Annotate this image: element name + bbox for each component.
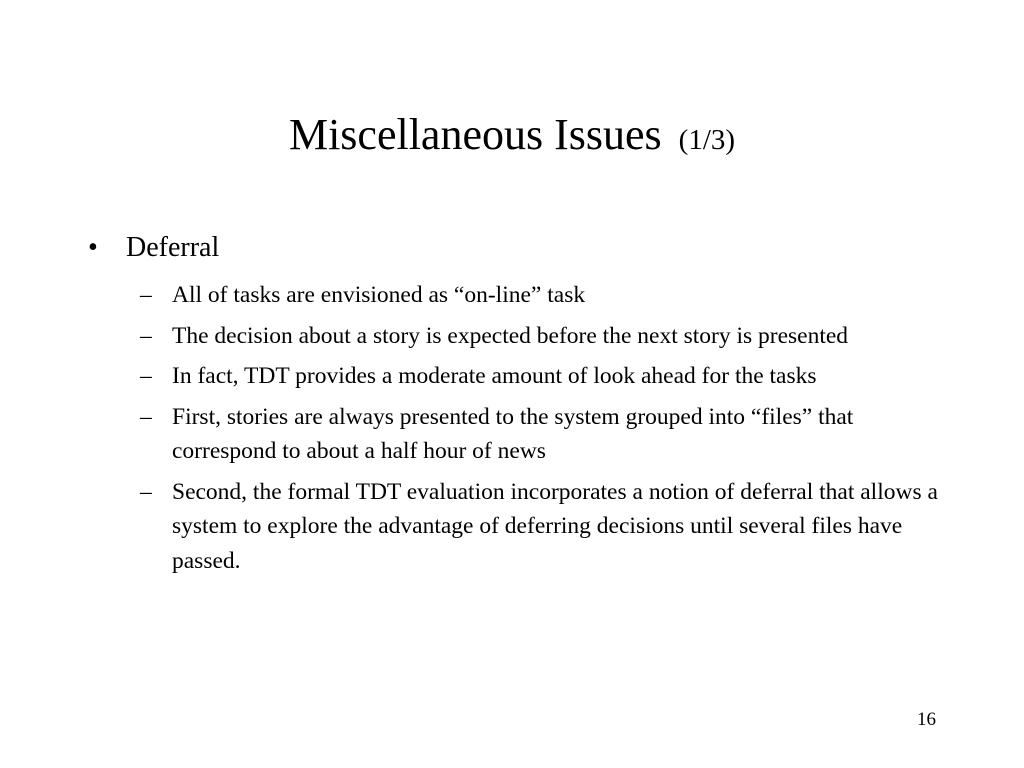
sub-bullet-item xyxy=(140,278,942,313)
sub-bullet-text: Second, the formal TDT evaluation incorporates a notion of deferral that allows a system to explore the advantage of deferring decisions until several files have passed. xyxy=(172,478,938,574)
page-number: 16 xyxy=(917,709,936,730)
sub-bullet-list xyxy=(140,278,960,584)
dash-marker: – xyxy=(140,478,152,505)
dash-marker: – xyxy=(140,363,152,389)
bullet-deferral xyxy=(88,230,219,266)
sub-bullet-text: First, stories are always presented to the system grouped into “files” that correspond to about a half hour of news xyxy=(172,403,854,464)
slide-title-suffix: (1/3) xyxy=(678,124,736,156)
dash-marker: – xyxy=(140,403,152,430)
sub-bullet-item xyxy=(140,400,942,469)
slide-title-text: Miscellaneous Issues xyxy=(288,110,662,159)
bullet-marker: • xyxy=(88,232,98,263)
slide-title xyxy=(0,110,1024,165)
bullet-text: Deferral xyxy=(126,232,220,263)
sub-bullet-text: All of tasks are envisioned as “on-line” task xyxy=(172,282,586,308)
sub-bullet-text: The decision about a story is expected before the next story is presented xyxy=(172,322,849,349)
sub-bullet-item xyxy=(140,359,942,394)
dash-marker: – xyxy=(140,322,152,349)
dash-marker: – xyxy=(140,282,152,308)
sub-bullet-item xyxy=(140,319,942,354)
sub-bullet-item xyxy=(140,475,942,579)
sub-bullet-text: In fact, TDT provides a moderate amount of look ahead for the tasks xyxy=(172,363,817,389)
